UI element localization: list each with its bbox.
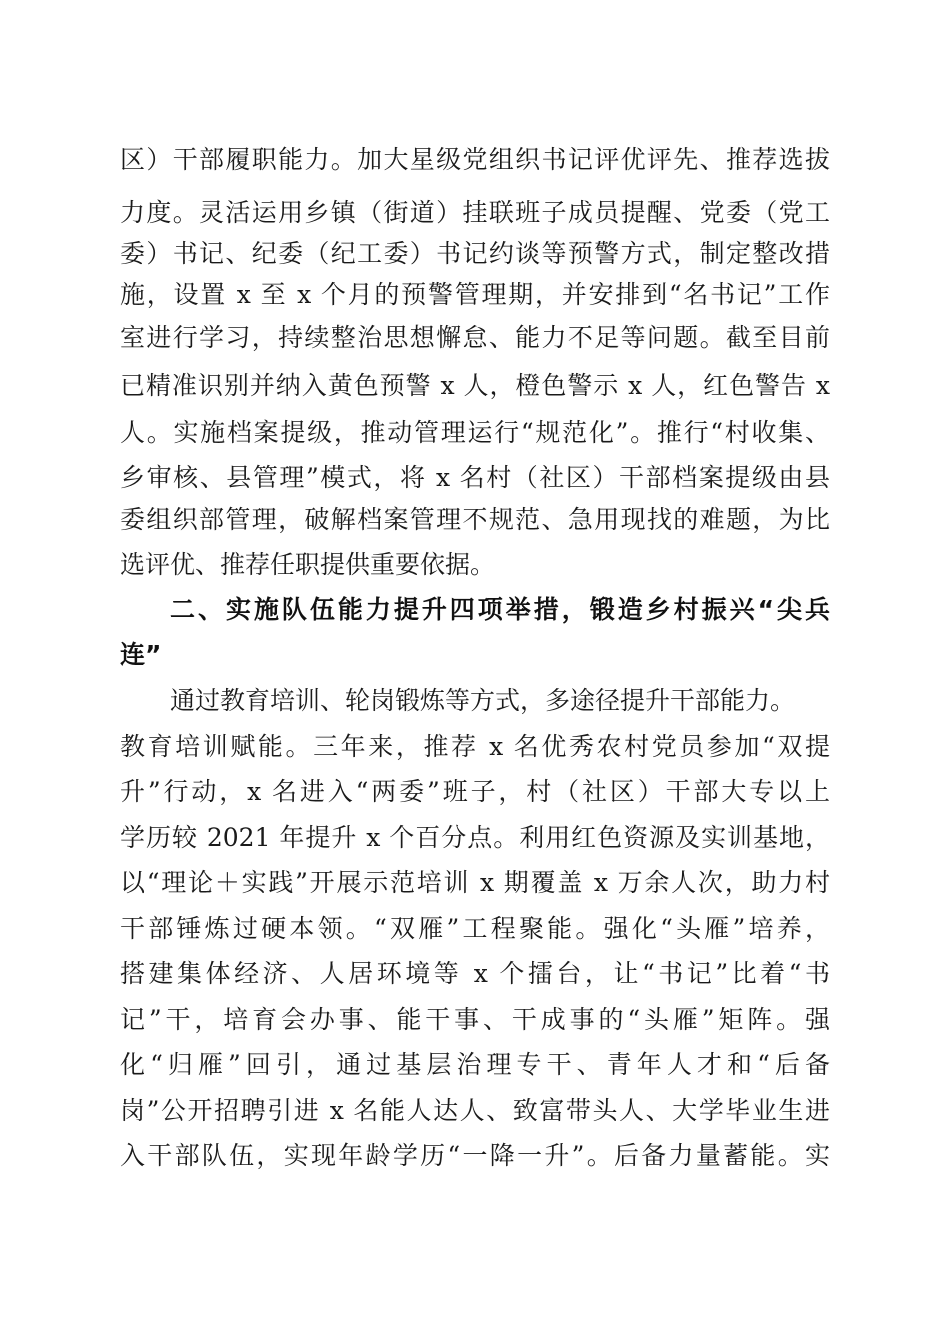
paragraph-1-line-4: 施，设置 x 至 x 个月的预警管理期，并安排到“名书记”工作 bbox=[120, 280, 830, 309]
paragraph-1-line-7: 人。实施档案提级，推动管理运行“规范化”。推行“村收集、 bbox=[120, 418, 830, 447]
paragraph-1-line-8: 乡审核、县管理”模式，将 x 名村（社区）干部档案提级由县 bbox=[120, 463, 830, 492]
paragraph-1-line-9: 委组织部管理，破解档案管理不规范、急用现找的难题，为比 bbox=[120, 505, 830, 534]
paragraph-2-line-4: 学历较 2021 年提升 x 个百分点。利用红色资源及实训基地， bbox=[120, 823, 830, 852]
paragraph-1-line-10: 选评优、推荐任职提供重要依据。 bbox=[120, 550, 496, 579]
paragraph-2-line-1: 通过教育培训、轮岗锻炼等方式，多途径提升干部能力。 bbox=[170, 686, 796, 715]
paragraph-1-line-6: 已精准识别并纳入黄色预警 x 人，橙色警示 x 人，红色警告 x bbox=[120, 371, 830, 400]
paragraph-1-line-5: 室进行学习，持续整治思想懈怠、能力不足等问题。截至目前 bbox=[120, 323, 830, 352]
paragraph-2-line-6: 干部锤炼过硬本领。“双雁”工程聚能。强化“头雁”培养， bbox=[120, 914, 830, 943]
section-heading-line-1: 二、实施队伍能力提升四项举措，锻造乡村振兴“尖兵 bbox=[170, 595, 830, 624]
paragraph-2-line-7: 搭建集体经济、人居环境等 x 个擂台，让“书记”比着“书 bbox=[120, 959, 830, 988]
paragraph-2-line-9: 化“归雁”回引，通过基层治理专干、青年人才和“后备 bbox=[120, 1050, 830, 1079]
paragraph-2-line-11: 入干部队伍，实现年龄学历“一降一升”。后备力量蓄能。实 bbox=[120, 1141, 830, 1170]
paragraph-1-line-3: 委）书记、纪委（纪工委）书记约谈等预警方式，制定整改措 bbox=[120, 239, 830, 268]
section-heading-line-2: 连” bbox=[120, 640, 162, 669]
paragraph-1-line-1: 区）干部履职能力。加大星级党组织书记评优评先、推荐选拔 bbox=[120, 145, 830, 174]
paragraph-2-line-3: 升”行动，x 名进入“两委”班子，村（社区）干部大专以上 bbox=[120, 777, 830, 806]
paragraph-2-line-5: 以“理论＋实践”开展示范培训 x 期覆盖 x 万余人次，助力村 bbox=[120, 868, 830, 897]
paragraph-2-line-10: 岗”公开招聘引进 x 名能人达人、致富带头人、大学毕业生进 bbox=[120, 1096, 830, 1125]
paragraph-1-line-2: 力度。灵活运用乡镇（街道）挂联班子成员提醒、党委（党工 bbox=[120, 198, 830, 227]
paragraph-2-line-2: 教育培训赋能。三年来，推荐 x 名优秀农村党员参加“双提 bbox=[120, 732, 830, 761]
paragraph-2-line-8: 记”干，培育会办事、能干事、干成事的“头雁”矩阵。强 bbox=[120, 1005, 830, 1034]
